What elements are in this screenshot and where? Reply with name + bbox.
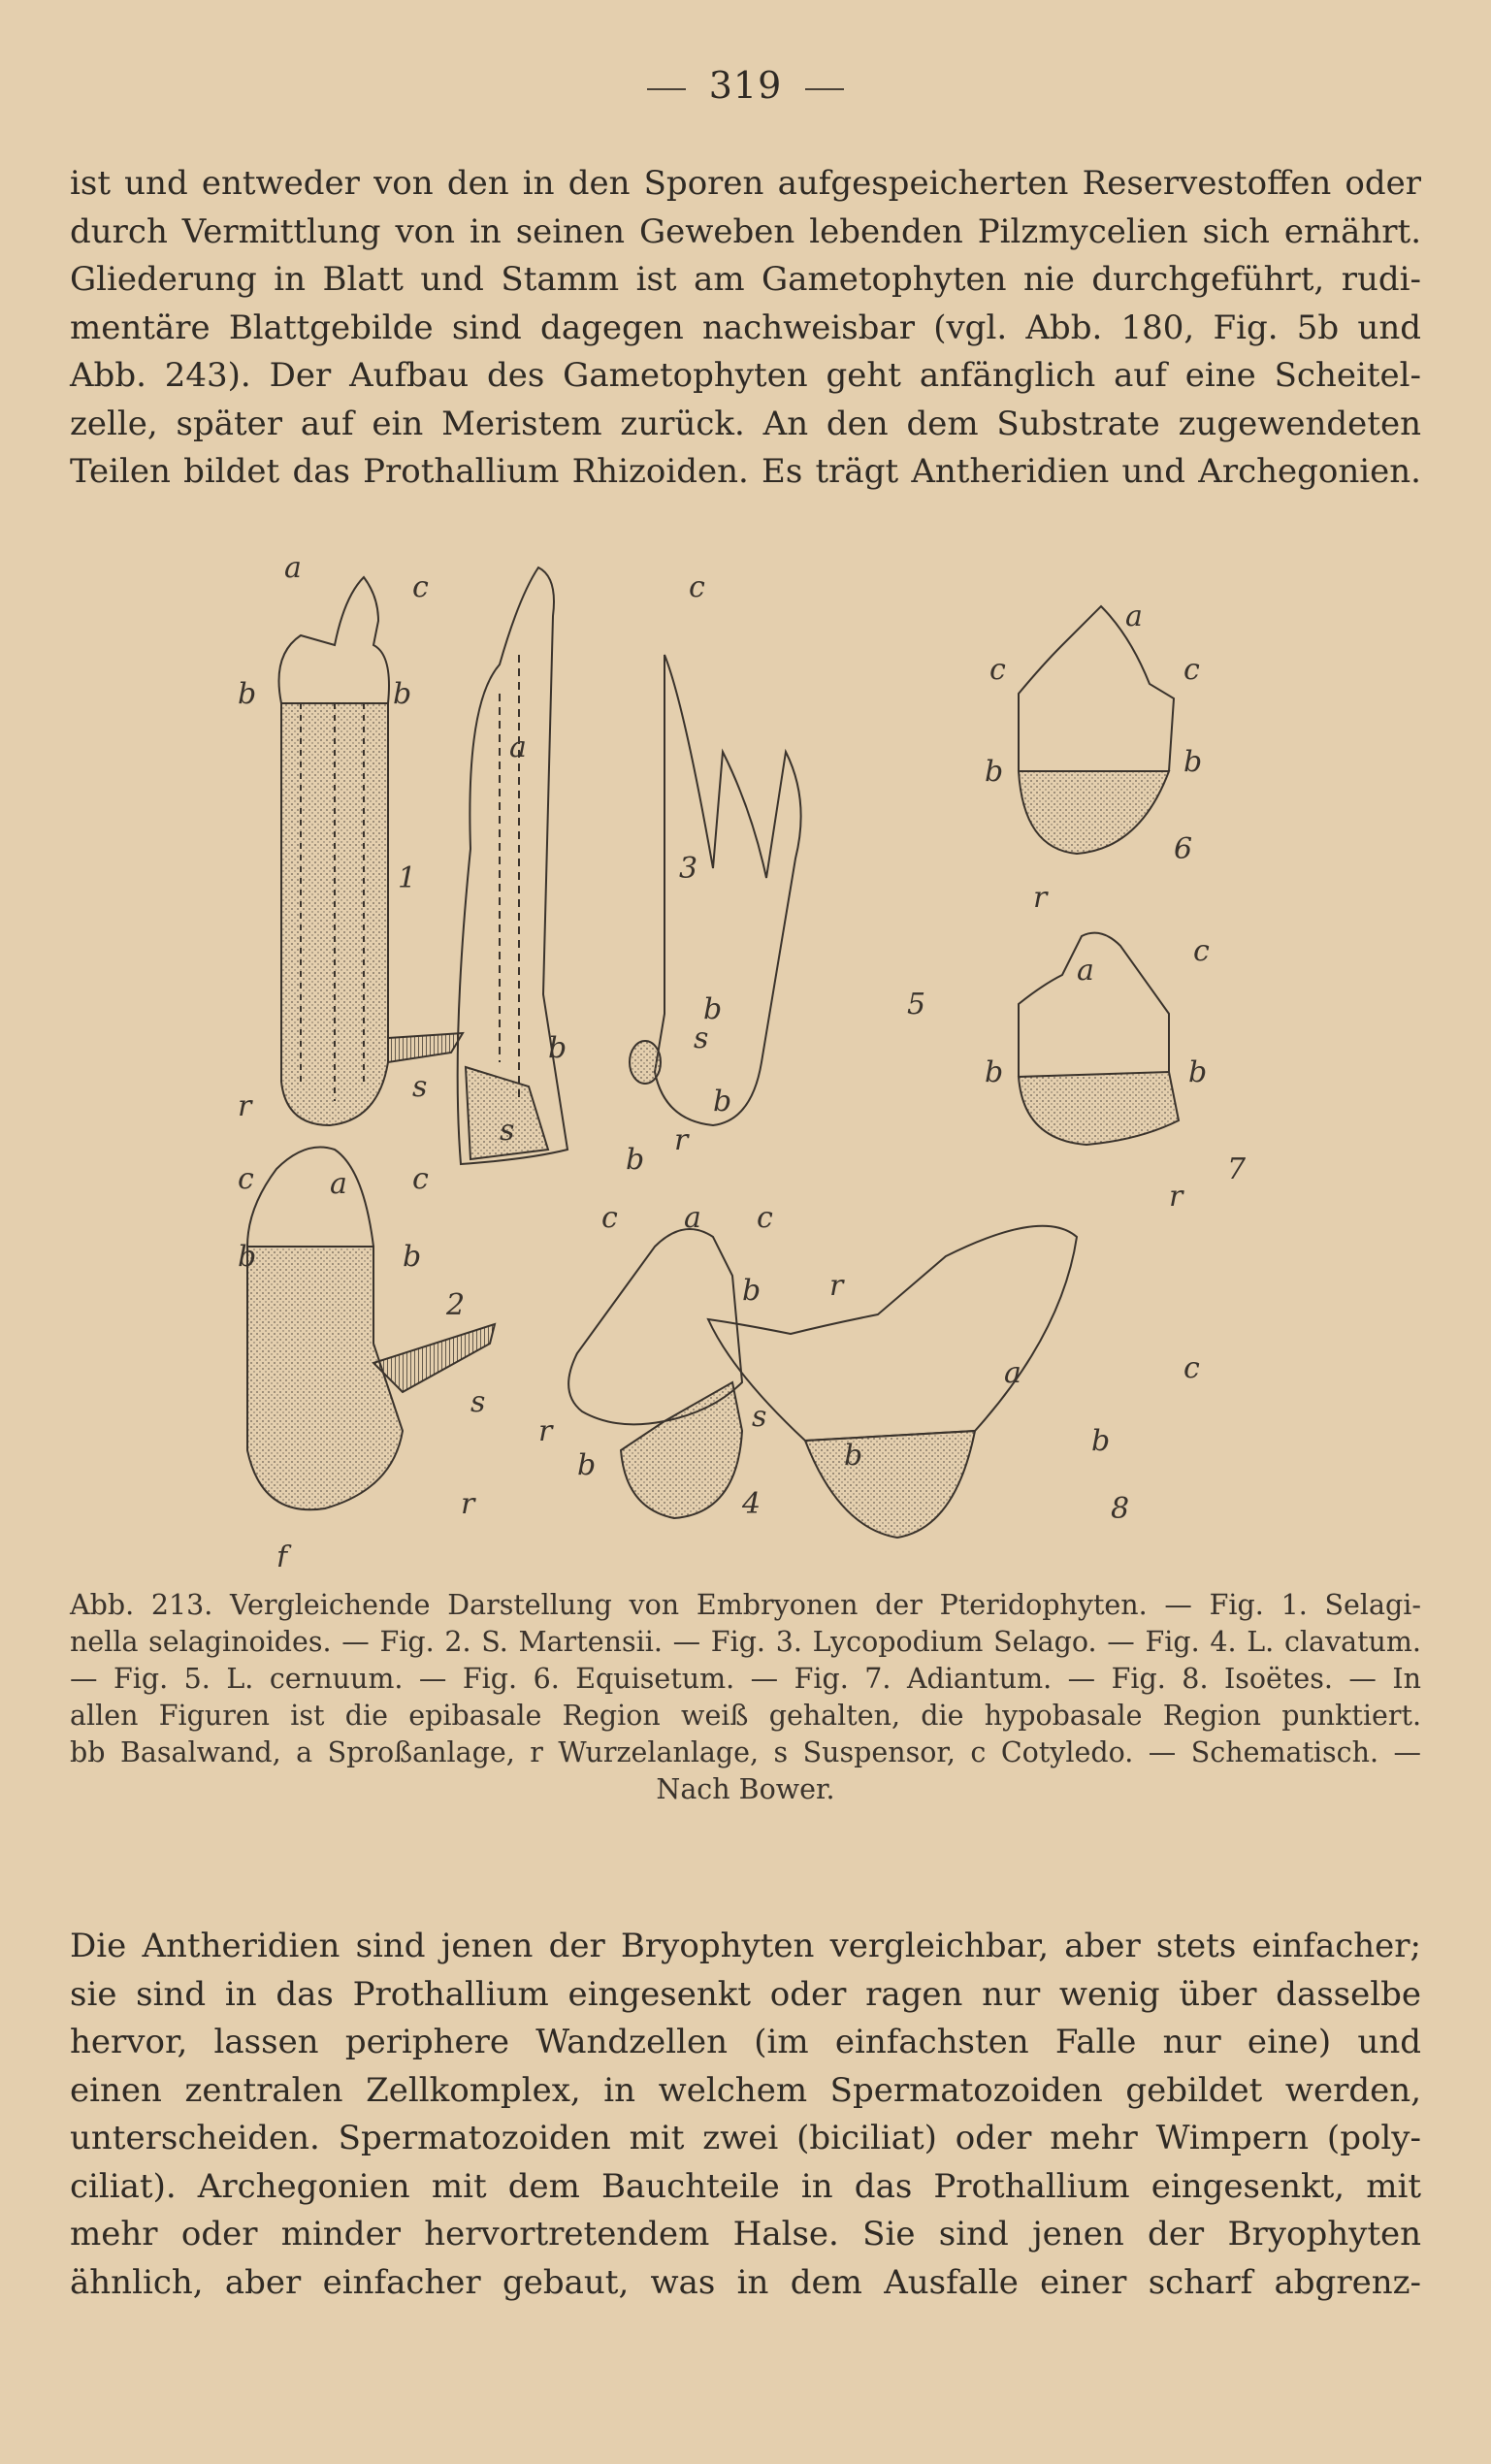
caption-line: Nach Bower.: [656, 1773, 835, 1805]
label-s: s: [752, 1400, 767, 1434]
label-fig7: 7: [1227, 1152, 1247, 1186]
dash-right: [805, 88, 844, 90]
label-c: c: [757, 1201, 773, 1235]
figure-caption: [70, 1587, 1421, 1808]
text-line: ist und entweder von den in den Sporen aufgespeicherten Reservestoffen oder: [70, 164, 1421, 203]
label-r: r: [238, 1089, 252, 1123]
label-b: b: [1091, 1424, 1111, 1458]
label-f: f: [276, 1540, 288, 1567]
label-c: c: [412, 570, 429, 604]
text-line: durch Vermittlung von in seinen Geweben lebenden Pilzmycelien sich ernährt.: [70, 211, 1421, 251]
text-line: mehr oder minder hervortretendem Halse. Sie sind jenen der Bryophyten: [70, 2215, 1421, 2253]
text-line: hervor, lassen periphere Wandzellen (im einfachsten Falle nur eine) und: [70, 2023, 1421, 2061]
caption-line: allen Figuren ist die epibasale Region weiß gehalten, die hypobasale Region punktiert.: [70, 1700, 1421, 1732]
text-line: sie sind in das Prothallium eingesenkt oder ragen nur wenig über dasselbe: [70, 1974, 1421, 2014]
dash-left: [647, 88, 686, 90]
label-b: b: [577, 1448, 597, 1482]
caption-line: nella selaginoides. — Fig. 2. S. Martensii. — Fig. 3. Lycopodium Selago. — Fig. 4. L. clavatum.: [70, 1626, 1421, 1658]
caption-line: Abb. 213. Vergleichende Darstellung von Embryonen der Pteridophyten. — Fig. 1. Selagi-: [70, 1589, 1421, 1621]
text-line: Die Antheridien sind jenen der Bryophyten vergleichbar, aber stets einfacher;: [70, 1927, 1421, 1965]
text-line: zelle, später auf ein Meristem zurück. An den dem Substrate zugewendeten: [70, 404, 1421, 443]
label-a: a: [1077, 954, 1094, 988]
label-b: b: [985, 755, 1004, 789]
text-line: mentäre Blattgebilde sind dagegen nachweisbar (vgl. Abb. 180, Fig. 5b und: [70, 308, 1421, 347]
label-b: b: [713, 1085, 732, 1119]
label-a: a: [1125, 600, 1143, 633]
label-b: b: [548, 1031, 567, 1065]
label-c: c: [1193, 934, 1210, 968]
label-b: b: [985, 1055, 1004, 1089]
label-c: c: [601, 1201, 618, 1235]
label-b: b: [626, 1143, 645, 1177]
label-b: b: [238, 1240, 257, 1274]
label-b: b: [1183, 745, 1203, 779]
text-line: Teilen bildet das Prothallium Rhizoiden. Es trägt Antheridien und Archegonien.: [70, 452, 1421, 491]
label-c: c: [689, 570, 705, 604]
caption-line: — Fig. 5. L. cernuum. — Fig. 6. Equisetum. — Fig. 7. Adiantum. — Fig. 8. Isoëtes. — In: [70, 1663, 1421, 1695]
label-fig1: 1: [398, 861, 417, 895]
label-c: c: [1183, 1351, 1200, 1385]
label-r: r: [1033, 881, 1048, 915]
label-b: b: [742, 1274, 762, 1308]
text-line: unterscheiden. Spermatozoiden mit zwei (biciliat) oder mehr Wimpern (poly-: [70, 2119, 1421, 2157]
text-line: einen zentralen Zellkomplex, in welchem Spermatozoiden gebildet werden,: [70, 2070, 1421, 2110]
label-a: a: [684, 1201, 701, 1235]
label-r: r: [829, 1269, 844, 1303]
label-fig6: 6: [1174, 832, 1193, 866]
label-b: b: [238, 677, 257, 711]
label-c: c: [412, 1162, 429, 1196]
label-r: r: [538, 1414, 553, 1448]
label-fig2: 2: [446, 1288, 466, 1322]
embryo-figure: [209, 558, 1280, 1567]
label-b: b: [403, 1240, 422, 1274]
label-s: s: [470, 1385, 486, 1419]
paragraph-top: [70, 160, 1421, 497]
text-line: ciliat). Archegonien mit dem Bauchteile in das Prothallium eingesenkt, mit: [70, 2166, 1421, 2206]
paragraph-bottom: [70, 1923, 1421, 2307]
label-s: s: [500, 1114, 515, 1148]
label-fig3: 3: [679, 852, 698, 886]
label-c: c: [1183, 653, 1200, 687]
label-a: a: [509, 730, 527, 764]
label-b: b: [844, 1439, 863, 1473]
label-a: a: [1004, 1356, 1021, 1390]
label-c: c: [989, 653, 1006, 687]
label-b: b: [703, 992, 723, 1026]
label-s: s: [412, 1070, 428, 1104]
label-r: r: [674, 1123, 689, 1157]
label-a: a: [284, 558, 302, 585]
caption-line: bb Basalwand, a Sproßanlage, r Wurzelanlage, s Suspensor, c Cotyledo. — Schematisch. —: [70, 1736, 1421, 1768]
label-b: b: [393, 677, 412, 711]
label-a: a: [330, 1167, 347, 1201]
text-line: ähnlich, aber einfacher gebaut, was in dem Ausfalle einer scharf abgrenz-: [70, 2262, 1421, 2302]
label-fig8: 8: [1111, 1492, 1130, 1526]
label-fig4: 4: [742, 1487, 762, 1521]
embryo-illustration: [209, 558, 1280, 1567]
label-s: s: [694, 1021, 709, 1055]
label-r: r: [1169, 1180, 1183, 1214]
page-number: 319: [0, 64, 1491, 107]
label-fig5: 5: [907, 988, 926, 1021]
label-c: c: [238, 1162, 254, 1196]
label-b: b: [1188, 1055, 1208, 1089]
label-r: r: [461, 1487, 475, 1521]
text-line: Gliederung in Blatt und Stamm ist am Gametophyten nie durchgeführt, rudi-: [70, 260, 1421, 299]
text-line: Abb. 243). Der Aufbau des Gametophyten geht anfänglich auf eine Scheitel-: [70, 356, 1421, 395]
